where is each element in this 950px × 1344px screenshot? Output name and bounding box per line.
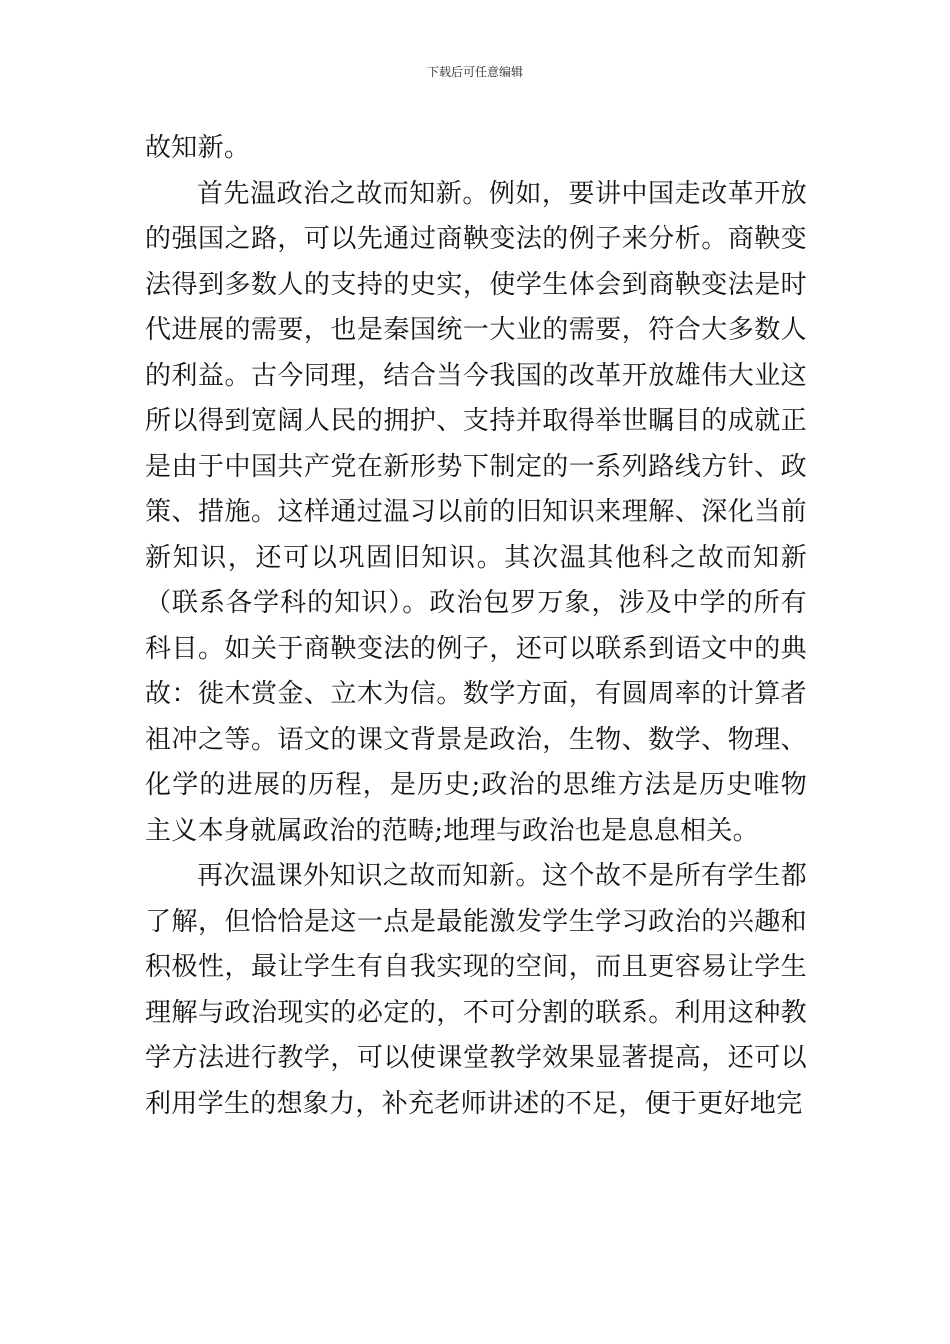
paragraph-politics-history: 首先温政治之故而知新。例如，要讲中国走改革开放的强国之路，可以先通过商鞅变法的例子来分析。商鞅变法得到多数人的支持的史实，使学生体会到商鞅变法是时代进展的需要，也是秦国统一大业的需要，符合大多数人的利益。古今同理，结合当今我国的改革开放雄伟大业这所以得到宽阔人民的拥护、支持并取得举世瞩目的成就正是由于中国共产党在新形势下制定的一系列路线方针、政策、措施。这样通过温习以前的旧知识来理解、深化当前新知识，还可以巩固旧知识。其次温其他科之故而知新（联系各学科的知识）。政治包罗万象，涉及中学的所有科目。如关于商鞅变法的例子，还可以联系到语文中的典故：徙木赏金、立木为信。数学方面，有圆周率的计算者祖冲之等。语文的课文背景是政治，生物、数学、物理、化学的进展的历程，是历史;政治的思维方法是历史唯物主义本身就属政治的范畴;地理与政治也是息息相关。 <box>145 178 807 846</box>
paragraph-extracurricular: 再次温课外知识之故而知新。这个故不是所有学生都了解，但恰恰是这一点是最能激发学生学习政治的兴趣和积极性，最让学生有自我实现的空间，而且更容易让学生理解与政治现实的必定的，不可分割的联系。利用这种教学方法进行教学，可以使课堂教学效果显著提高，还可以利用学生的想象力，补充老师讲述的不足，便于更好地完 <box>145 861 807 1119</box>
page-header: 下载后可任意编辑 <box>426 65 523 79</box>
document-body <box>145 126 807 1127</box>
paragraph-continuation: 故知新。 <box>145 133 251 163</box>
